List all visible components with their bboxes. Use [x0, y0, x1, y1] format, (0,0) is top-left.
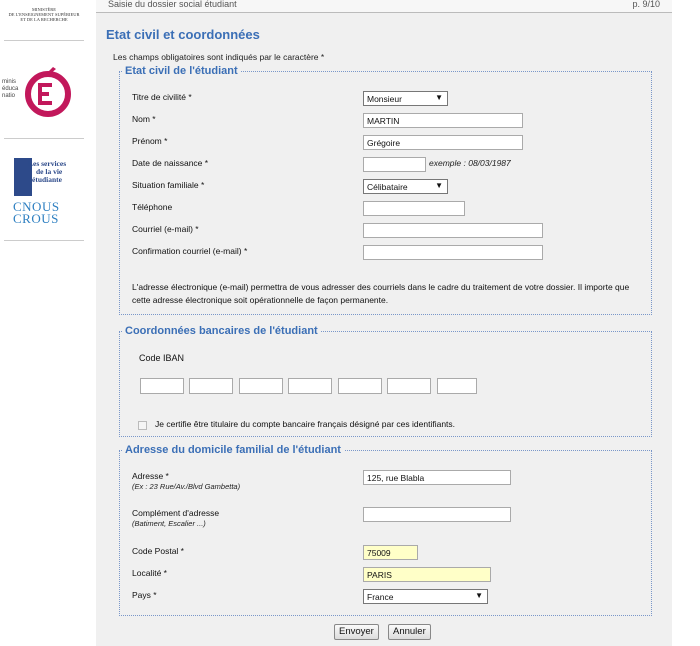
men-text-line: éduca	[2, 86, 19, 92]
certify-label: Je certifie être titulaire du compte bancaire français désigné par ces identifiants.	[155, 419, 456, 429]
bancaire-section	[119, 325, 652, 437]
naissance-input[interactable]	[363, 157, 426, 172]
chevron-down-icon: ▼	[435, 93, 443, 102]
titre-value: Monsieur	[367, 94, 402, 104]
section-legend: Coordonnées bancaires de l'étudiant	[125, 325, 318, 337]
situation-value: Célibataire	[367, 182, 408, 192]
email-note: L'adresse électronique (e-mail) permettra de vous adresser des courriels dans le cadre du traitement de votre dossier. Il importe que cette adresse électronique soit opérationnelle de façon permanente.	[132, 282, 630, 305]
step-title: Saisie du dossier social étudiant	[108, 0, 237, 9]
iban-field-7[interactable]	[437, 378, 477, 394]
e-logo-icon	[2, 63, 82, 123]
iban-field-2[interactable]	[189, 378, 233, 394]
cp-input[interactable]: 75009	[363, 545, 418, 560]
naissance-hint: exemple : 08/03/1987	[429, 158, 511, 168]
cnous-big-line: CNOUS	[13, 199, 60, 214]
section-legend: Adresse du domicile familial de l'étudiant	[125, 444, 341, 456]
complement-input[interactable]	[363, 507, 511, 522]
iban-field-4[interactable]	[288, 378, 332, 394]
cnous-big-line: CROUS	[13, 211, 59, 226]
ministere-line: ET DE LA RECHERCHE	[20, 17, 68, 22]
etat-civil-section	[119, 65, 652, 315]
courriel-label: Courriel (e-mail) *	[132, 224, 199, 234]
iban-field-5[interactable]	[338, 378, 382, 394]
men-text-line: minis	[2, 79, 17, 85]
prenom-label: Prénom *	[132, 136, 168, 146]
ministere-logo	[4, 7, 84, 22]
ministere-line: MINISTÈRE	[32, 7, 56, 12]
cnous-text-line: de la vie	[36, 167, 63, 176]
situation-select[interactable]	[363, 179, 448, 194]
ministere-line: DE L'ENSEIGNEMENT SUPÉRIEUR	[8, 12, 80, 17]
confirmation-input[interactable]	[363, 245, 543, 260]
certify-checkbox[interactable]	[138, 421, 147, 430]
page-title: Etat civil et coordonnées	[106, 27, 260, 42]
page-indicator: p. 9/10	[632, 0, 660, 9]
confirmation-label: Confirmation courriel (e-mail) *	[132, 246, 248, 256]
divider	[4, 40, 84, 41]
pays-value: France	[367, 592, 394, 602]
titre-label: Titre de civilité *	[132, 92, 192, 102]
telephone-label: Téléphone	[132, 202, 173, 212]
adresse-label: Adresse *	[132, 471, 169, 481]
situation-label: Situation familiale *	[132, 180, 205, 190]
chevron-down-icon: ▼	[435, 181, 443, 190]
iban-field-6[interactable]	[387, 378, 431, 394]
iban-field-3[interactable]	[239, 378, 283, 394]
cnous-text-line: Les services	[28, 159, 67, 168]
complement-example: (Batiment, Escalier ...)	[132, 519, 206, 528]
men-text-line: natio	[2, 93, 16, 99]
adresse-section	[119, 444, 652, 616]
iban-label: Code IBAN	[139, 353, 185, 363]
annuler-button[interactable]: Annuler	[388, 624, 431, 640]
adresse-example: (Ex : 23 Rue/Av./Blvd Gambetta)	[132, 482, 241, 491]
nom-input[interactable]: MARTIN	[363, 113, 523, 128]
cp-label: Code Postal *	[132, 546, 184, 556]
cnous-text-line: étudiante	[32, 175, 62, 184]
pays-select[interactable]	[363, 589, 488, 604]
nom-label: Nom *	[132, 114, 156, 124]
iban-field-1[interactable]	[140, 378, 184, 394]
telephone-input[interactable]	[363, 201, 465, 216]
chevron-down-icon: ▼	[475, 591, 483, 600]
complement-label: Complément d'adresse	[132, 508, 220, 518]
form-panel	[96, 0, 672, 646]
localite-label: Localité *	[132, 568, 167, 578]
cnous-crous-logo	[6, 156, 86, 226]
divider	[4, 240, 84, 241]
section-legend: Etat civil de l'étudiant	[125, 65, 238, 77]
divider	[4, 138, 84, 139]
adresse-input[interactable]: 125, rue Blabla	[363, 470, 511, 485]
prenom-input[interactable]: Grégoire	[363, 135, 523, 150]
mandatory-note: Les champs obligatoires sont indiqués par le caractère *	[113, 52, 325, 62]
naissance-label: Date de naissance *	[132, 158, 209, 168]
topbar	[96, 0, 672, 13]
education-nationale-logo	[2, 63, 82, 123]
courriel-input[interactable]	[363, 223, 543, 238]
sidebar	[0, 0, 88, 646]
envoyer-button[interactable]: Envoyer	[334, 624, 379, 640]
titre-select[interactable]	[363, 91, 448, 106]
pays-label: Pays *	[132, 590, 157, 600]
localite-input[interactable]: PARIS	[363, 567, 491, 582]
